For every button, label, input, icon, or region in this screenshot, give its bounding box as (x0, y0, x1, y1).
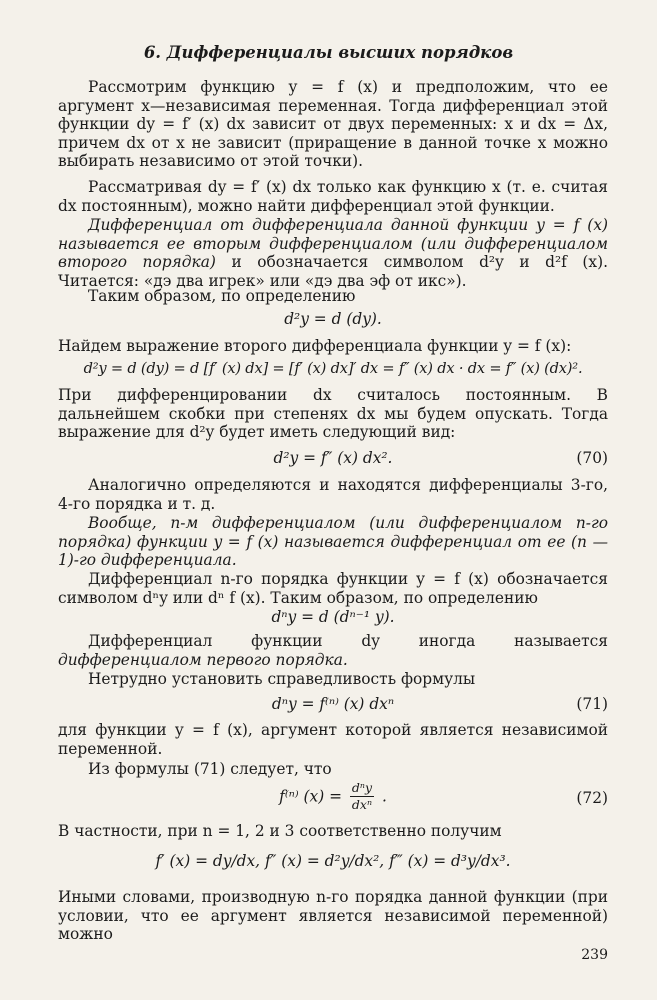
paragraph-8: Вообще, n-м дифференциалом (или дифференциалом n-го порядка) функции y = f (x) называется дифференциал от ее (n — 1)-го дифференциала. (58, 514, 608, 570)
formula-72-lhs: f⁽ⁿ⁾ (x) = (279, 787, 342, 806)
paragraph-13: Из формулы (71) следует, что (88, 760, 332, 778)
paragraph-1: Рассмотрим функцию y = f (x) и предположим, что ее аргумент x—независимая переменная. Тогда дифференциал этой функции dy = f′ (x) dx зависит от двух переменных: x и dx = Δx, причем dx от x не зависит (приращение в данной точке x можно выбирать независимо от этой точки). (58, 78, 608, 171)
paragraph-12: для функции y = f (x), аргумент которой является независимой переменной. (58, 721, 608, 758)
formula-nth-differential-definition: dⁿy = d (dⁿ⁻¹ y). (271, 608, 395, 626)
formula-second-differential-expansion: d²y = d (dy) = d [f′ (x) dx] = [f′ (x) dx]′ dx = f″ (x) dx · dx = f″ (x) (dx)². (83, 360, 583, 377)
paragraph-11: Нетрудно установить справедливость формулы (88, 670, 476, 688)
paragraph-3-notation: и обозначается символом d²y и d²f (x). Читается: «дэ два игрек» или «дэ два эф от икс»). (58, 253, 609, 290)
paragraph-15: Иными словами, производную n-го порядка данной функции (при условии, что ее аргумент является независимой переменной) можно (58, 888, 608, 944)
formula-72-numerator: dⁿy (351, 780, 373, 795)
equation-number-72: (72) (576, 789, 608, 807)
formula-72-denominator: dxⁿ (351, 797, 373, 812)
formula-derivatives-as-ratios: f′ (x) = dy/dx, f″ (x) = d²y/dx², f‴ (x) = d³y/dx³. (155, 852, 511, 870)
formula-70 (58, 449, 608, 468)
paragraph-3 (58, 216, 608, 290)
formula-72-fraction (350, 780, 374, 813)
paragraph-10 (58, 632, 608, 669)
section-heading: 6. Дифференциалы высших порядков (143, 43, 514, 62)
paragraph-2: Рассматривая dy = f′ (x) dx только как функцию x (т. е. считая dx постоянным), можно найти дифференциал этой функции. (58, 178, 608, 215)
paragraph-5: Найдем выражение второго дифференциала функции y = f (x): (58, 337, 572, 355)
paragraph-7: Аналогично определяются и находятся дифференциалы 3-го, 4-го порядка и т. д. (58, 476, 608, 513)
paragraph-9: Дифференциал n-го порядка функции y = f (x) обозначается символом dⁿy или dⁿ f (x). Таким образом, по определению (58, 570, 608, 607)
paragraph-10-text: Дифференциал функции dy иногда называется (88, 632, 608, 650)
formula-70-body: d²y = f″ (x) dx². (273, 449, 393, 467)
paragraph-4: Таким образом, по определению (88, 287, 356, 305)
formula-72 (58, 780, 608, 813)
formula-second-differential-definition: d²y = d (dy). (284, 310, 382, 328)
equation-number-70: (70) (576, 449, 608, 467)
paragraph-6: При дифференцировании dx считалось постоянным. В дальнейшем скобки при степенях dx мы будем опускать. Тогда выражение для d²y будет иметь следующий вид: (58, 386, 608, 442)
paragraph-3-definition: Дифференциал от дифференциала данной функции y = f (x) называется ее вторым дифференциалом (или дифференциалом второго порядка) (58, 216, 608, 272)
page-number: 239 (581, 947, 608, 963)
formula-72-tail: . (381, 787, 387, 806)
paragraph-14: В частности, при n = 1, 2 и 3 соответственно получим (58, 822, 502, 840)
paragraph-10-term: дифференциалом первого порядка. (58, 650, 348, 669)
formula-71 (58, 695, 608, 714)
equation-number-71: (71) (576, 695, 608, 713)
formula-71-body: dⁿy = f⁽ⁿ⁾ (x) dxⁿ (271, 695, 395, 713)
